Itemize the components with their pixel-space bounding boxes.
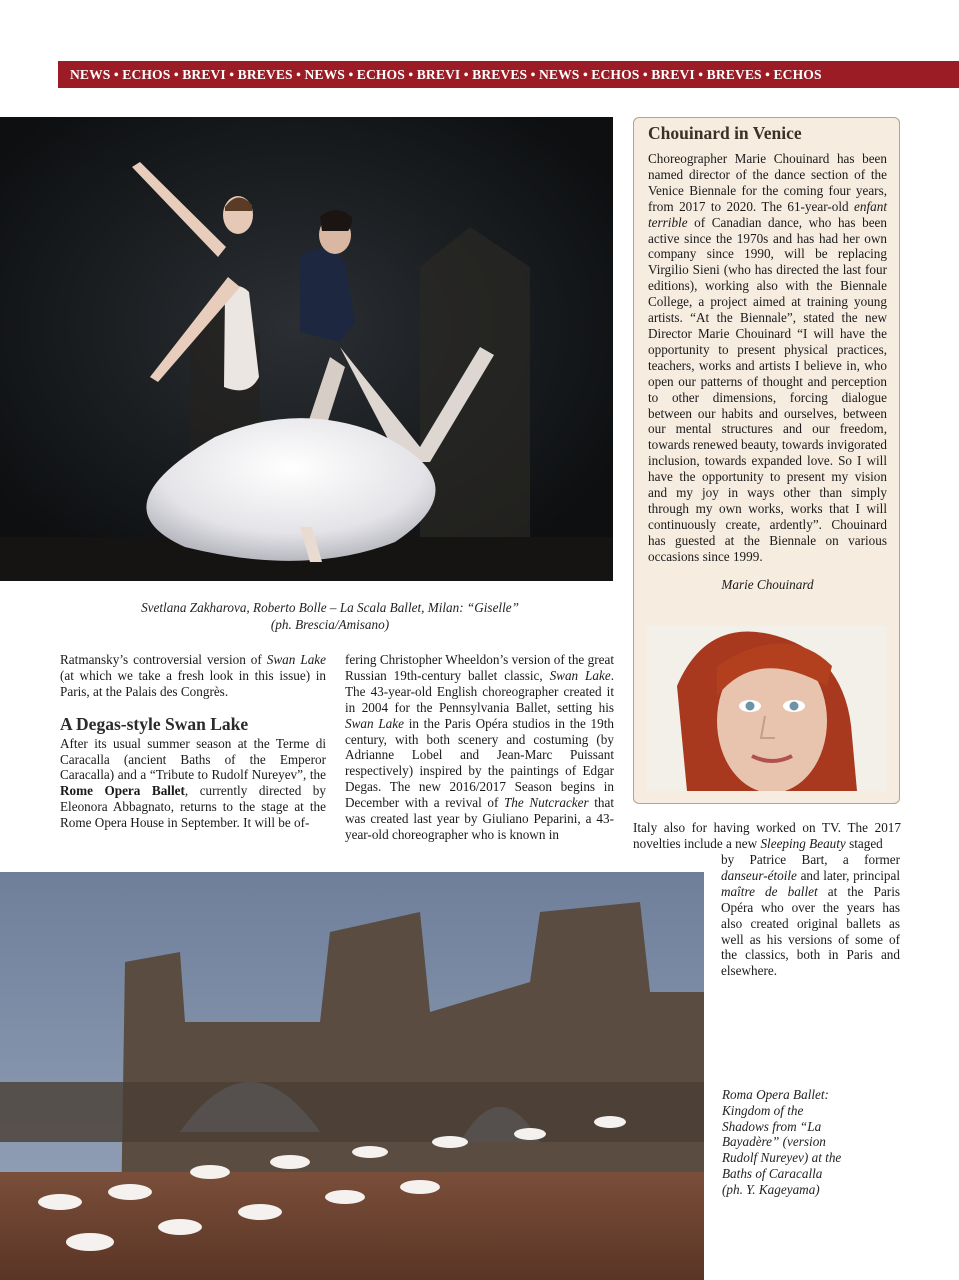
col1-intro-em: Swan Lake xyxy=(266,652,326,667)
article-column-1 xyxy=(60,652,326,831)
sidebar-body-b: of Canadian dance, who has been active since the 1970s and has had her own company since 1990, will be replacing Virgilio Sieni (who has directed the last four editions), working also with the Biennale College, a project aimed at training young artists. “At the Biennale”, stated the new Director Marie Chouinard “I will have the opportunity to present physical practices, teachers, works and artists I believe in, who open our patterns of thought and perception to other dimensions, forcing dialogue between our habits and ourselves, between our mental structures and our freedom, towards renewed beauty, towards invigorated inclusion, towards expanded love. So I will have the opportunity to present my vision and my joy in ways other than simply through my own works, works that I will continuously create, ardently”. Chouinard has guested at the Biennale on various occasions since 1999. xyxy=(648,214,888,564)
col2-a-em: Swan Lake xyxy=(549,667,611,683)
caracalla-caption-line: Rudolf Nureyev) at the xyxy=(722,1150,842,1166)
col2-c-em: The Nutcracker xyxy=(503,795,589,811)
portrait-caption: Marie Chouinard xyxy=(721,576,814,592)
sidebar-title: Chouinard in Venice xyxy=(648,123,802,143)
caracalla-caption-line: Shadows from “La xyxy=(722,1118,822,1134)
sidebar-body-a: Choreographer Marie Chouinard has been named director of the dance section of the Venice Biennale for the coming four years, from 2017 to 2020. The 61-year-old xyxy=(648,151,887,214)
col3-a: Italy also for having worked on TV. The 2017 novelties include a new xyxy=(633,820,901,851)
col3-top xyxy=(633,820,901,852)
giselle-caption-line1: Svetlana Zakharova, Roberto Bolle – La Scala Ballet, Milan: “Giselle” xyxy=(141,600,519,615)
giselle-caption-line2: (ph. Brescia/Amisano) xyxy=(270,617,390,632)
article-heading: A Degas-style Swan Lake xyxy=(60,713,249,734)
col3-b: staged xyxy=(845,835,883,851)
col2-body xyxy=(345,652,614,843)
marie-chouinard-portrait xyxy=(647,626,887,791)
caracalla-caption-line: Roma Opera Ballet: xyxy=(722,1087,829,1102)
caracalla-caption xyxy=(722,1087,902,1198)
col1-body-a: After its usual summer season at the Terme di Caracalla (ancient Baths of the Emperor Caracalla) and a “Tribute to Rudolf Nureyev”, the xyxy=(60,735,326,783)
col1-intro-b: (at which we take a fresh look in this issue) in Paris, at the Palais des Congrès. xyxy=(60,667,326,699)
news-banner: NEWS • ECHOS • BREVI • BREVES • NEWS • ECHOS • BREVI • BREVES • NEWS • ECHOS • BREVI • BREVES • ECHOS xyxy=(58,61,959,88)
col2-c: in the Paris Opéra studios in the 19th century, with both scenery and costuming (by Adrianne Lobel and Jean-Marc Puissant respectively) inspired by the paintings of Edgar Degas. The new 2016/2017 Season begins in December with a revival of xyxy=(345,715,614,811)
col2-b: . The 43-year-old English choreographer created it in 2004 for the Pennsylvania Ballet, setting his xyxy=(345,667,614,715)
col3-bottom xyxy=(721,852,900,979)
col2-a: fering Christopher Wheeldon’s version of the great Russian 19th-century ballet classic, xyxy=(345,652,614,683)
article-column-2 xyxy=(345,652,614,843)
col1-body-bold: Rome Opera Ballet xyxy=(60,783,185,799)
col2-b-em: Swan Lake xyxy=(345,715,404,731)
giselle-caption xyxy=(80,599,580,633)
col2-d: that was created last year by Giuliano Peparini, a 43-year-old choreographer who is known in xyxy=(345,795,615,842)
caracalla-caption-line: Bayadère” (version xyxy=(722,1134,826,1150)
col3-c: by Patrice Bart, a former xyxy=(721,852,900,867)
sidebar-body-em: enfant terrible xyxy=(648,198,887,230)
caracalla-caption-line: (ph. Y. Kageyama) xyxy=(722,1181,820,1197)
sidebar-body xyxy=(648,151,887,565)
col3-d-em: maître de ballet xyxy=(721,883,818,899)
giselle-photo xyxy=(0,117,613,581)
caracalla-photo xyxy=(0,872,704,1280)
article-column-3-top xyxy=(633,820,901,852)
col3-e: at the Paris Opéra who over the years has also created original ballets as well as his versions of some of the classics, both in Paris and elsewhere. xyxy=(721,883,900,979)
article-column-3-bottom xyxy=(721,852,900,979)
caracalla-caption-line: Baths of Caracalla xyxy=(722,1165,823,1181)
col1-body xyxy=(60,736,326,831)
caracalla-caption-line: Kingdom of the xyxy=(722,1102,804,1118)
col1-intro xyxy=(60,652,326,700)
col1-intro-a: Ratmansky’s controversial version of xyxy=(60,652,267,667)
col1-body-b: , currently directed by Eleonora Abbagnato, returns to the stage at the Rome Opera House in September. It will be of- xyxy=(60,783,326,831)
col3-a-em: Sleeping Beauty xyxy=(760,835,846,851)
col3-c-em: danseur-étoile xyxy=(721,867,797,883)
col3-d: and later, principal xyxy=(796,867,900,883)
